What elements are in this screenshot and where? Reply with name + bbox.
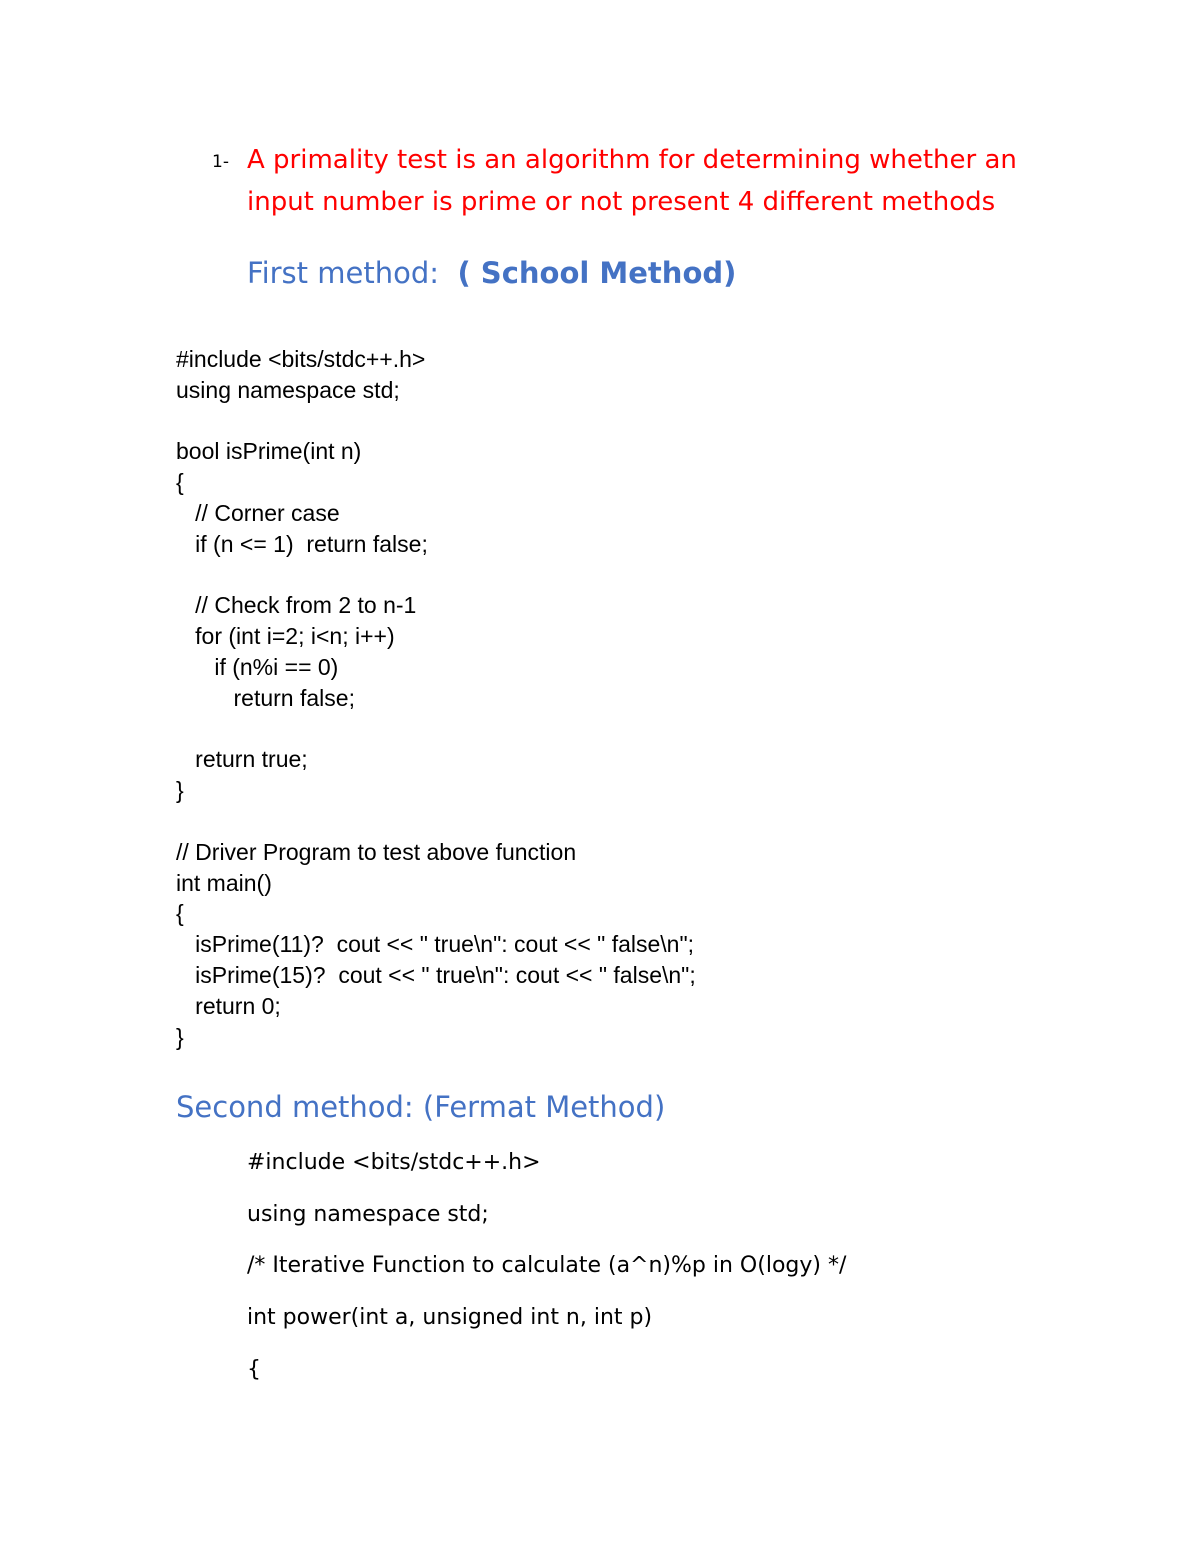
fermat-code-line: int power(int a, unsigned int n, int p) [247, 1305, 653, 1330]
code-line: return false; [176, 684, 355, 711]
fermat-code-line: { [247, 1357, 261, 1382]
code-line: return 0; [176, 992, 281, 1019]
code-line [176, 806, 696, 837]
first-method-heading [247, 256, 736, 290]
question-number: 1- [212, 152, 229, 172]
code-line [176, 714, 696, 745]
code-line: } [176, 1023, 184, 1050]
code-line: isPrime(15)? cout << " true\n": cout << " false\n"; [176, 961, 696, 988]
code-line: if (n%i == 0) [176, 653, 339, 680]
school-method-code [176, 344, 696, 1052]
second-method-heading: Second method: (Fermat Method) [176, 1090, 666, 1124]
code-line [176, 560, 696, 591]
code-line: // Driver Program to test above function [176, 838, 577, 865]
code-line: return true; [176, 746, 308, 773]
code-line: isPrime(11)? cout << " true\n": cout << " false\n"; [176, 931, 695, 958]
code-line: // Check from 2 to n-1 [176, 592, 417, 619]
code-line: int main() [176, 869, 272, 896]
question-text-line-2: input number is prime or not present 4 different methods [247, 187, 996, 217]
code-line: using namespace std; [176, 376, 400, 403]
code-line: { [176, 469, 184, 496]
code-line: for (int i=2; i<n; i++) [176, 623, 395, 650]
code-line: } [176, 777, 184, 804]
code-line: bool isPrime(int n) [176, 438, 362, 465]
code-line: // Corner case [176, 499, 340, 526]
code-line [176, 406, 696, 437]
code-line: if (n <= 1) return false; [176, 530, 428, 557]
fermat-code-line: /* Iterative Function to calculate (a^n)%p in O(logy) */ [247, 1253, 847, 1278]
fermat-code-line: using namespace std; [247, 1202, 489, 1227]
question-text-line-1: A primality test is an algorithm for determining whether an [247, 145, 1017, 175]
fermat-code-line: #include <bits/stdc++.h> [247, 1150, 541, 1175]
code-line: #include <bits/stdc++.h> [176, 346, 426, 372]
code-line: { [176, 900, 184, 927]
first-method-label: First method: [247, 256, 440, 290]
first-method-name: ( School Method) [457, 256, 737, 290]
